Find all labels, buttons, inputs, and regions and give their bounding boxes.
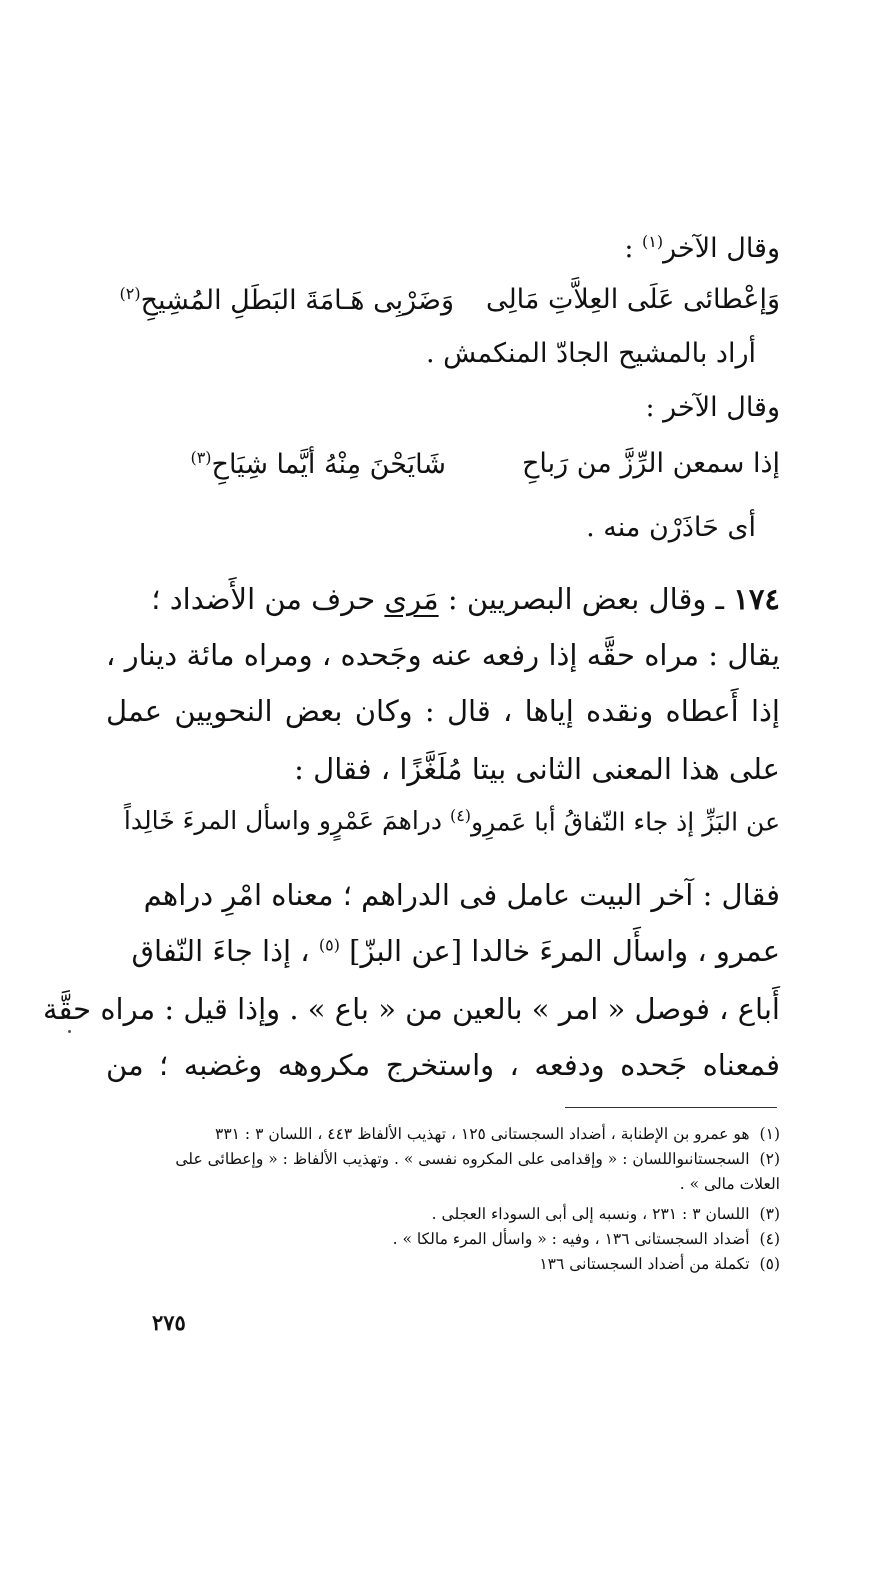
verse-3-second-text: عن البَزِّ إذ جاء النّفاقُ أبا عَمرِو [471, 807, 780, 837]
section-lead-rest: حرف من الأَضداد ؛ [151, 582, 376, 616]
verse-2-second-hemistich [190, 448, 446, 480]
explanation-line-4: فمعناه جَحده ودفعه ، واستخرج مكروهه وغضبه ؛ من [106, 1048, 780, 1082]
footnote-5-number: (٥) [759, 1255, 780, 1273]
section-keyword: مَرى [384, 582, 439, 616]
intro-line-1 [624, 232, 780, 265]
footnote-4-number: (٤) [759, 1230, 780, 1248]
section-heading-line [151, 582, 780, 617]
footnote-2-number: (٢) [759, 1150, 780, 1168]
verse-3-first-hemistich: دراهمَ عَمْرٍو واسأل المرءَ خَالِداً [123, 806, 442, 835]
gloss-line-2: أى حَاذَرْن منه . [586, 512, 756, 543]
intro-colon: : [624, 233, 634, 264]
footnote-3-number: (٣) [759, 1205, 780, 1223]
explanation-line-3: أَباع ، فوصل « امر » بالعين من « باع » . وإذا قيل : مراه حقَّة [42, 992, 780, 1026]
footnote-5 [539, 1254, 780, 1274]
footnote-5-text: تكملة من أضداد السجستانى ١٣٦ [539, 1255, 750, 1273]
explanation-line-1: فقال : آخر البيت عامل فى الدراهم ؛ معناه امْرِ دراهم [143, 878, 780, 912]
footnote-4-text: أضداد السجستانى ١٣٦ ، وفيه : « واسأل المرء مالكا » . [392, 1230, 750, 1248]
explanation-line-2-rest: ، إذا جاءَ النّفاق [131, 934, 310, 968]
footnote-divider [565, 1107, 777, 1108]
footnote-marker-1: (١) [642, 232, 664, 251]
intro-text: وقال الآخر [663, 233, 780, 264]
footnote-2 [175, 1149, 780, 1169]
footnote-2-text: السجستانىواللسان : « وإقدامى على المكروه نفسى » . وتهذيب الألفاظ : « وإعطائى على [175, 1150, 750, 1168]
footnote-2-continuation [680, 1174, 780, 1194]
verse-1-first-hemistich: وَإعْطائى عَلَى العِلاَّتِ مَالِى [485, 284, 780, 315]
section-line-1: يقال : مراه حقَّه إذا رفعه عنه وجَحده ، ومراه مائة دينار ، [106, 638, 780, 672]
section-line-2: إذا أَعطاه ونقده إياها ، قال : وكان بعض النحويين عمل [106, 694, 780, 728]
section-line-3: على هذا المعنى الثانى بيتا مُلَغَّزًا ، فقال : [294, 752, 780, 786]
section-number: ١٧٤ [733, 582, 780, 616]
verse-3-second-hemistich [450, 806, 780, 836]
margin-mark [68, 1030, 71, 1033]
verse-1-second-text: وَضَرْبِى هَـامَةَ البَطَلِ المُشِيحِ [140, 285, 454, 316]
section-lead: ـ وقال بعض البصريين : [447, 582, 725, 616]
footnote-marker-5: (٥) [318, 935, 340, 955]
footnote-marker-4: (٤) [449, 806, 472, 825]
footnote-marker-2: (٢) [119, 284, 141, 303]
gloss-line-1: أراد بالمشيح الجادّ المنكمش . [425, 338, 756, 369]
footnote-3 [432, 1204, 780, 1224]
verse-1-second-hemistich [119, 284, 454, 316]
page-number: ٢٧٥ [152, 1310, 186, 1335]
footnote-2-continuation-text: العلات مالى » . [679, 1175, 780, 1193]
footnote-1-number: (١) [759, 1125, 780, 1143]
footnote-4 [393, 1229, 780, 1249]
footnote-3-text: اللسان ٣ : ٢٣١ ، ونسبه إلى أبى السوداء العجلى . [431, 1205, 750, 1223]
footnote-1 [215, 1124, 780, 1144]
intro-line-2: وقال الآخر : [645, 392, 780, 423]
explanation-line-2 [132, 934, 780, 969]
verse-2-second-text: شَايَحْنَ مِنْهُ أيَّما شِيَاحِ [211, 449, 446, 480]
verse-2-first-hemistich: إذا سمعن الرِّزَّ من رَباحِ [521, 448, 780, 479]
footnote-1-text: هو عمرو بن الإطنابة ، أضداد السجستانى ١٢٥ ، تهذيب الألفاظ ٤٤٣ ، اللسان ٣ : ٣٣١ [215, 1125, 750, 1143]
footnote-marker-3: (٣) [190, 448, 212, 467]
explanation-line-2-text: عمرو ، واسأَل المرءَ خالدا [عن البزّ] [349, 934, 780, 968]
